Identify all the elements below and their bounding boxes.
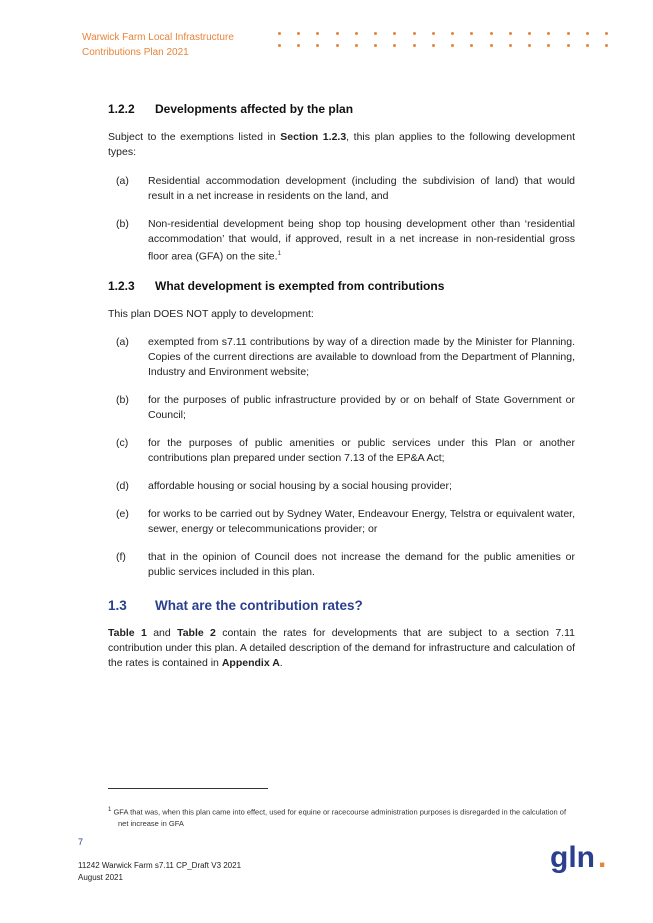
decorative-dot <box>567 32 570 35</box>
page-number: 7 <box>78 837 84 847</box>
list-item <box>116 393 575 423</box>
decorative-dot <box>586 44 589 47</box>
decorative-dot <box>393 32 396 35</box>
list-item <box>116 550 575 580</box>
list-item <box>116 479 575 494</box>
gln-logo <box>548 840 608 880</box>
decorative-dot <box>528 44 531 47</box>
section-number: 1.2.2 <box>108 102 135 116</box>
section-body <box>108 626 575 671</box>
decorative-dot <box>509 44 512 47</box>
decorative-dot <box>336 32 339 35</box>
decorative-dot <box>490 44 493 47</box>
list-item <box>116 436 575 466</box>
list-item-text: for works to be carried out by Sydney Water, Endeavour Energy, Telstra or equivalent water, sewer, energy or telecommunications provider; or <box>148 507 575 535</box>
decorative-dot <box>547 44 550 47</box>
header-title <box>82 30 262 60</box>
decorative-dot <box>413 32 416 35</box>
decorative-dot <box>336 44 339 47</box>
section-title: What are the contribution rates? <box>155 597 363 613</box>
decorative-dot <box>509 32 512 35</box>
footnote-body: GFA that was, when this plan came into effect, used for equine or racecourse administration purposes is disregarded in the calculation of net increase in GFA <box>113 807 567 828</box>
intro-text: , this plan applies to the following development types: <box>108 131 576 158</box>
intro-text: Subject to the exemptions listed in <box>108 131 281 143</box>
decorative-dot <box>451 44 454 47</box>
table-reference: Table 2 <box>177 626 216 639</box>
document-reference <box>78 860 241 884</box>
decorative-dot <box>278 44 281 47</box>
decorative-dot <box>470 32 473 35</box>
footnote-text <box>108 805 578 829</box>
decorative-dot <box>316 44 319 47</box>
list-item <box>116 174 575 204</box>
header-title-line2: Contributions Plan 2021 <box>82 47 189 58</box>
page-content <box>108 101 575 671</box>
list-item-label: (d) <box>116 479 129 492</box>
decorative-dot <box>374 44 377 47</box>
decorative-dot <box>586 32 589 35</box>
list-item-label: (b) <box>116 218 129 230</box>
dot-row <box>278 39 608 51</box>
section-heading-1-2-3 <box>108 278 575 294</box>
decorative-dot <box>393 44 396 47</box>
footnote-mark: 1 <box>108 807 112 813</box>
header-dot-pattern <box>278 27 608 57</box>
section-intro <box>108 130 575 160</box>
body-text: and <box>146 626 178 639</box>
logo-wordmark: gln <box>550 841 595 874</box>
decorative-dot <box>432 32 435 35</box>
document-id: 11242 Warwick Farm s7.11 CP_Draft V3 2021 <box>78 861 242 870</box>
list-item-label: (e) <box>116 507 129 520</box>
decorative-dot <box>605 44 608 47</box>
logo-dot: . <box>598 841 607 874</box>
footnote-divider <box>108 788 268 789</box>
list-item-text: that in the opinion of Council does not increase the demand for the public amenities or public services included in this plan. <box>148 550 575 578</box>
decorative-dot <box>355 44 358 47</box>
table-reference: Table 1 <box>108 626 147 639</box>
list-item-text: for the purposes of public amenities or public services under this Plan or another contributions plan prepared under section 7.13 of the EP&A Act; <box>148 436 575 464</box>
decorative-dot <box>355 32 358 35</box>
section-number: 1.3 <box>108 597 127 613</box>
decorative-dot <box>490 32 493 35</box>
list-item-label: (b) <box>116 393 129 406</box>
list-item <box>116 217 575 265</box>
section-title: What development is exempted from contributions <box>155 278 445 293</box>
footnote-mark: 1 <box>277 251 281 257</box>
list-item-text <box>148 217 575 265</box>
list-item-text: affordable housing or social housing by a social housing provider; <box>148 479 452 492</box>
decorative-dot <box>567 44 570 47</box>
decorative-dot <box>316 32 319 35</box>
decorative-dot <box>297 44 300 47</box>
body-text: . <box>279 656 283 669</box>
list-item-label: (a) <box>116 335 129 348</box>
decorative-dot <box>432 44 435 47</box>
list-item-body: Non-residential development being shop top housing development other than ‘residential accommodation’ that would, if approved, result in a net increase in non-residential gross floor area (GFA) on the site. <box>148 218 575 263</box>
list-item <box>116 507 575 537</box>
dot-row <box>278 27 608 39</box>
decorative-dot <box>528 32 531 35</box>
section-intro: This plan DOES NOT apply to development: <box>108 307 314 320</box>
document-date: August 2021 <box>78 873 123 882</box>
decorative-dot <box>470 44 473 47</box>
appendix-reference: Appendix A <box>221 656 280 669</box>
footnote <box>108 805 578 829</box>
section-heading-1-2-2 <box>108 101 575 117</box>
decorative-dot <box>451 32 454 35</box>
list-item-text: exempted from s7.11 contributions by way of a direction made by the Minister for Planning. Copies of the current directions are available to download from the Department of Planning, Industry and Environment website; <box>148 335 575 378</box>
decorative-dot <box>547 32 550 35</box>
body-text: contain the rates for developments that are subject to a section 7.11 contribution under this plan. A detailed description of the demand for infrastructure and calculation of the rates is contained in <box>108 626 575 669</box>
list-item-label: (c) <box>116 436 129 449</box>
list-item <box>116 335 575 380</box>
decorative-dot <box>374 32 377 35</box>
section-number: 1.2.3 <box>108 278 135 293</box>
header-title-line1: Warwick Farm Local Infrastructure <box>82 32 234 43</box>
section-title: Developments affected by the plan <box>155 102 354 116</box>
decorative-dot <box>605 32 608 35</box>
list-item-text: for the purposes of public infrastructure provided by or on behalf of State Government or Council; <box>148 393 575 421</box>
list-item-label: (a) <box>116 175 129 187</box>
list-item-text: Residential accommodation development (including the subdivision of land) that would result in a net increase in residents on the land, and <box>148 175 575 202</box>
decorative-dot <box>413 44 416 47</box>
decorative-dot <box>297 32 300 35</box>
section-heading-1-3 <box>108 597 575 615</box>
section-reference: Section 1.2.3 <box>280 131 347 143</box>
decorative-dot <box>278 32 281 35</box>
list-item-label: (f) <box>116 550 126 563</box>
